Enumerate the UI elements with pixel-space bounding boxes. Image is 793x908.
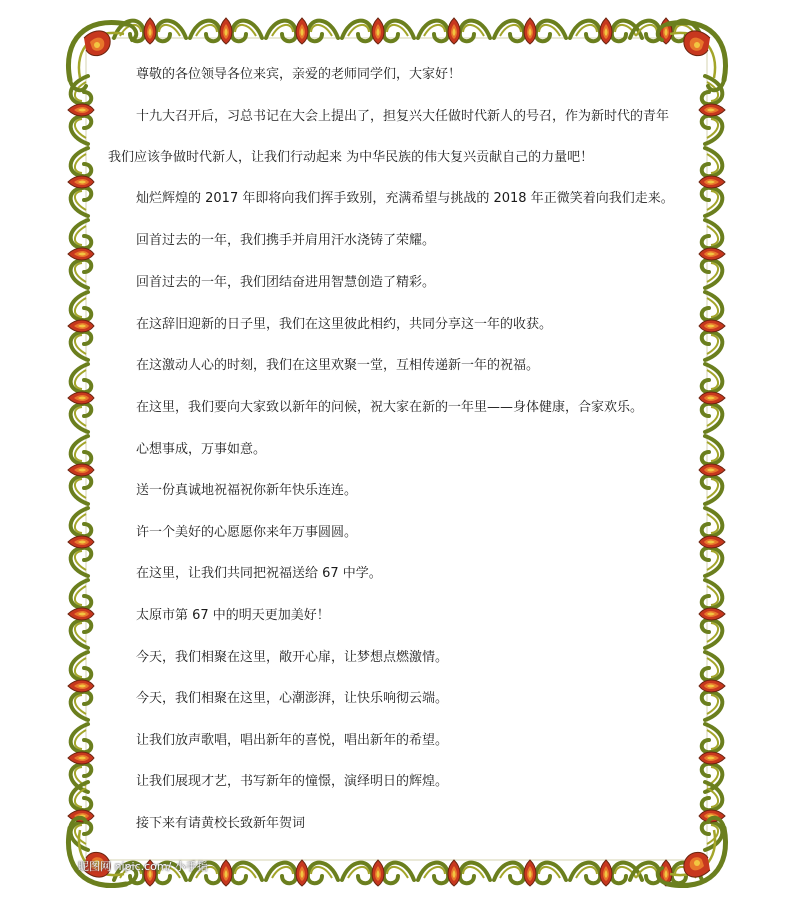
paragraph: 让我们放声歌唱，唱出新年的喜悦，唱出新年的希望。 bbox=[136, 733, 449, 748]
paragraph: 十九大召开后，习总书记在大会上提出了，担复兴大任做时代新人的号召，作为新时代的青年 bbox=[136, 109, 670, 124]
paragraph: 让我们展现才艺，书写新年的憧憬，演绎明日的辉煌。 bbox=[136, 774, 449, 789]
paragraph: 在这里，我们要向大家致以新年的问候，祝大家在新的一年里——身体健康，合家欢乐。 bbox=[136, 400, 644, 415]
left-border bbox=[68, 76, 94, 850]
paragraph: 在这里，让我们共同把祝福送给 67 中学。 bbox=[136, 566, 382, 581]
paragraph: 今天，我们相聚在这里，敞开心扉，让梦想点燃激情。 bbox=[136, 650, 449, 665]
corner-bottom-left bbox=[68, 818, 136, 886]
paragraph: 许一个美好的心愿愿你来年万事圆圆。 bbox=[136, 525, 358, 540]
paragraph: 太原市第 67 中的明天更加美好！ bbox=[136, 608, 330, 623]
watermark: 昵图网 nipic.com/ 小手指 bbox=[78, 860, 208, 873]
top-border bbox=[114, 18, 702, 44]
paragraph: 回首过去的一年，我们携手并肩用汗水浇铸了荣耀。 bbox=[136, 233, 436, 248]
paragraph: 今天，我们相聚在这里，心潮澎湃，让快乐响彻云端。 bbox=[136, 691, 449, 706]
paragraph: 在这激动人心的时刻，我们在这里欢聚一堂，互相传递新一年的祝福。 bbox=[136, 358, 540, 373]
paragraph: 我们应该争做时代新人，让我们行动起来 为中华民族的伟大复兴贡献自己的力量吧！ bbox=[108, 150, 594, 165]
paragraph: 灿烂辉煌的 2017 年即将向我们挥手致别，充满希望与挑战的 2018 年正微笑着向我们走来。 bbox=[136, 191, 674, 206]
paragraph: 回首过去的一年，我们团结奋进用智慧创造了精彩。 bbox=[136, 275, 436, 290]
right-border bbox=[699, 76, 725, 850]
paragraph: 尊敬的各位领导各位来宾，亲爱的老师同学们，大家好！ bbox=[136, 67, 462, 82]
paragraph: 心想事成，万事如意。 bbox=[136, 442, 267, 457]
paragraph: 送一份真诚地祝福祝你新年快乐连连。 bbox=[136, 483, 358, 498]
paragraph: 接下来有请黄校长致新年贺词 bbox=[136, 816, 306, 831]
paragraph: 在这辞旧迎新的日子里，我们在这里彼此相约，共同分享这一年的收获。 bbox=[136, 317, 553, 332]
